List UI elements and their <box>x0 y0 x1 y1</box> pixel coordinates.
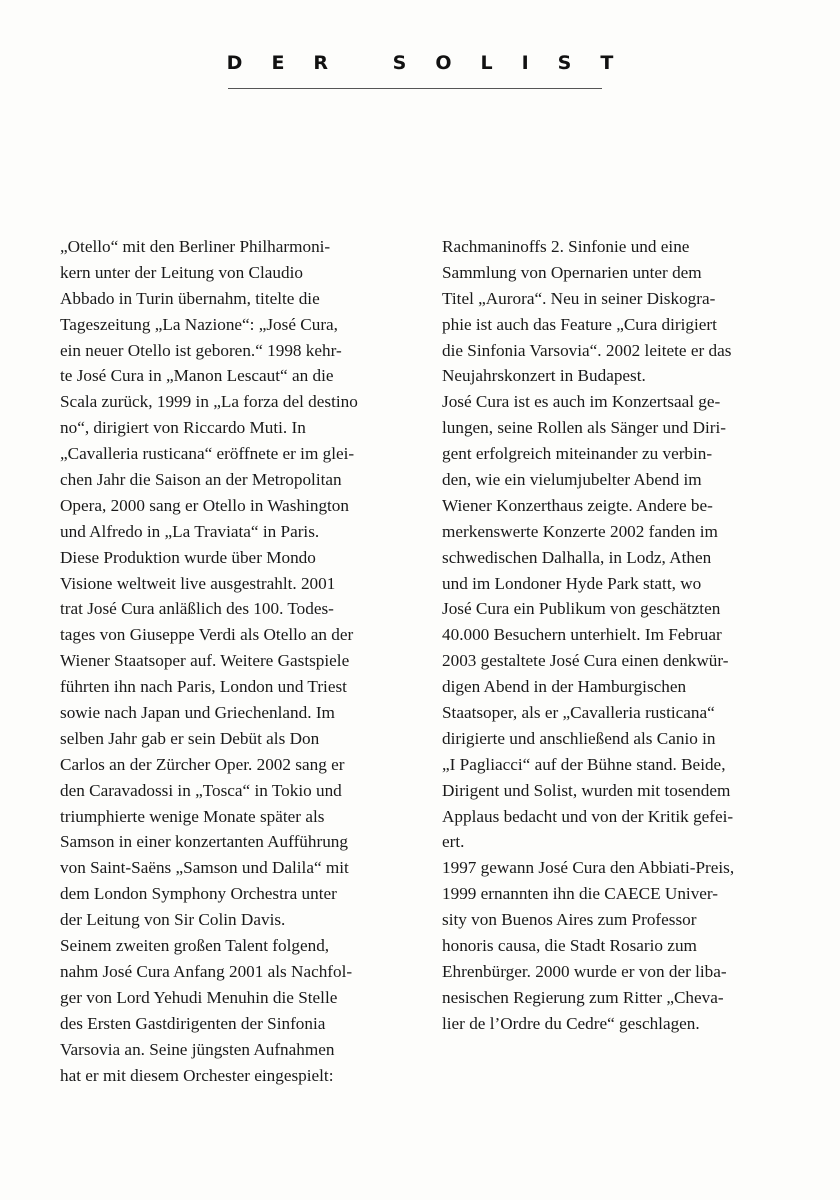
text-line: der Leitung von Sir Colin Davis. <box>60 910 286 930</box>
text-line: 40.000 Besuchern unterhielt. Im Februar <box>442 625 722 645</box>
text-line: ert. <box>442 832 465 852</box>
text-line: nahm José Cura Anfang 2001 als Nachfol- <box>60 961 353 981</box>
text-line: Carlos an der Zürcher Oper. 2002 sang er <box>60 754 345 774</box>
text-column-right <box>442 234 768 1037</box>
text-column-left <box>60 234 386 1088</box>
text-line: honoris causa, die Stadt Rosario zum <box>442 936 697 956</box>
text-line: schwedischen Dalhalla, in Lodz, Athen <box>442 547 712 567</box>
text-line: tages von Giuseppe Verdi als Otello an der <box>60 625 354 645</box>
text-line: Applaus bedacht und von der Kritik gefei- <box>442 806 734 826</box>
text-line: Titel „Aurora“. Neu in seiner Diskogra- <box>442 288 716 308</box>
text-line: Sammlung von Opernarien unter dem <box>442 262 702 282</box>
text-line: Staatsoper, als er „Cavalleria rusticana“ <box>442 703 715 723</box>
text-line: Visione weltweit live ausgestrahlt. 2001 <box>60 573 336 593</box>
text-line: „I Pagliacci“ auf der Bühne stand. Beide, <box>442 754 726 774</box>
text-line: Samson in einer konzertanten Aufführung <box>60 832 348 852</box>
text-line: Wiener Staatsoper auf. Weitere Gastspiele <box>60 651 350 671</box>
text-line: triumphierte wenige Monate später als <box>60 806 325 826</box>
text-line: Tageszeitung „La Nazione“: „José Cura, <box>60 314 338 334</box>
text-line: „Cavalleria rusticana“ eröffnete er im glei- <box>60 444 355 464</box>
text-line: 1997 gewann José Cura den Abbiati-Preis, <box>442 858 735 878</box>
text-line: te José Cura in „Manon Lescaut“ an die <box>60 366 334 386</box>
text-line: José Cura ist es auch im Konzertsaal ge- <box>442 392 721 412</box>
text-line: Rachmaninoffs 2. Sinfonie und eine <box>442 237 690 256</box>
text-line: ger von Lord Yehudi Menuhin die Stelle <box>60 987 338 1007</box>
text-line: lier de l’Ordre du Cedre“ geschlagen. <box>442 1013 700 1033</box>
page-header <box>0 48 840 78</box>
text-line: chen Jahr die Saison an der Metropolitan <box>60 470 342 490</box>
text-line: merkenswerte Konzerte 2002 fanden im <box>442 521 718 541</box>
page-title: DER SOLIST <box>226 52 643 74</box>
text-line: und im Londoner Hyde Park statt, wo <box>442 573 702 593</box>
text-line: führten ihn nach Paris, London und Triest <box>60 677 347 697</box>
text-line: sowie nach Japan und Griechenland. Im <box>60 703 335 723</box>
text-line: no“, dirigiert von Riccardo Muti. In <box>60 418 306 438</box>
text-line: lungen, seine Rollen als Sänger und Diri- <box>442 418 727 438</box>
text-line: Wiener Konzerthaus zeigte. Andere be- <box>442 495 713 515</box>
text-line: Seinem zweiten großen Talent folgend, <box>60 936 330 956</box>
text-line: dem London Symphony Orchestra unter <box>60 884 337 904</box>
text-line: des Ersten Gastdirigenten der Sinfonia <box>60 1013 326 1033</box>
text-line: den, wie ein vielumjubelter Abend im <box>442 470 702 490</box>
text-line: selben Jahr gab er sein Debüt als Don <box>60 728 320 748</box>
text-line: trat José Cura anläßlich des 100. Todes- <box>60 599 334 619</box>
text-line: die Sinfonia Varsovia“. 2002 leitete er das <box>442 340 732 360</box>
text-line: Ehrenbürger. 2000 wurde er von der liba- <box>442 961 727 981</box>
text-line: Scala zurück, 1999 in „La forza del destino <box>60 392 358 412</box>
text-line: Opera, 2000 sang er Otello in Washington <box>60 495 349 515</box>
text-line: von Saint-Saëns „Samson und Dalila“ mit <box>60 858 349 878</box>
text-line: 1999 ernannten ihn die CAECE Univer- <box>442 884 719 904</box>
text-line: Abbado in Turin übernahm, titelte die <box>60 288 320 308</box>
header-divider <box>228 88 602 89</box>
text-line: nesischen Regierung zum Ritter „Cheva- <box>442 987 724 1007</box>
text-line: und Alfredo in „La Traviata“ in Paris. <box>60 521 320 541</box>
text-line: kern unter der Leitung von Claudio <box>60 262 303 282</box>
text-line: ein neuer Otello ist geboren.“ 1998 kehr- <box>60 340 342 360</box>
text-line: gent erfolgreich miteinander zu verbin- <box>442 444 713 464</box>
text-line: digen Abend in der Hamburgischen <box>442 677 687 697</box>
text-line: Dirigent und Solist, wurden mit tosendem <box>442 780 731 800</box>
text-line: „Otello“ mit den Berliner Philharmoni- <box>60 237 331 256</box>
text-line: sity von Buenos Aires zum Professor <box>442 910 697 930</box>
text-line: 2003 gestaltete José Cura einen denkwür- <box>442 651 729 671</box>
text-line: Neujahrskonzert in Budapest. <box>442 366 646 386</box>
text-line: den Caravadossi in „Tosca“ in Tokio und <box>60 780 342 800</box>
text-line: dirigierte und anschließend als Canio in <box>442 728 716 748</box>
text-line: Diese Produktion wurde über Mondo <box>60 547 316 567</box>
text-line: Varsovia an. Seine jüngsten Aufnahmen <box>60 1039 335 1059</box>
text-line: hat er mit diesem Orchester eingespielt: <box>60 1065 334 1085</box>
text-line: phie ist auch das Feature „Cura dirigiert <box>442 314 717 334</box>
text-line: José Cura ein Publikum von geschätzten <box>442 599 721 619</box>
